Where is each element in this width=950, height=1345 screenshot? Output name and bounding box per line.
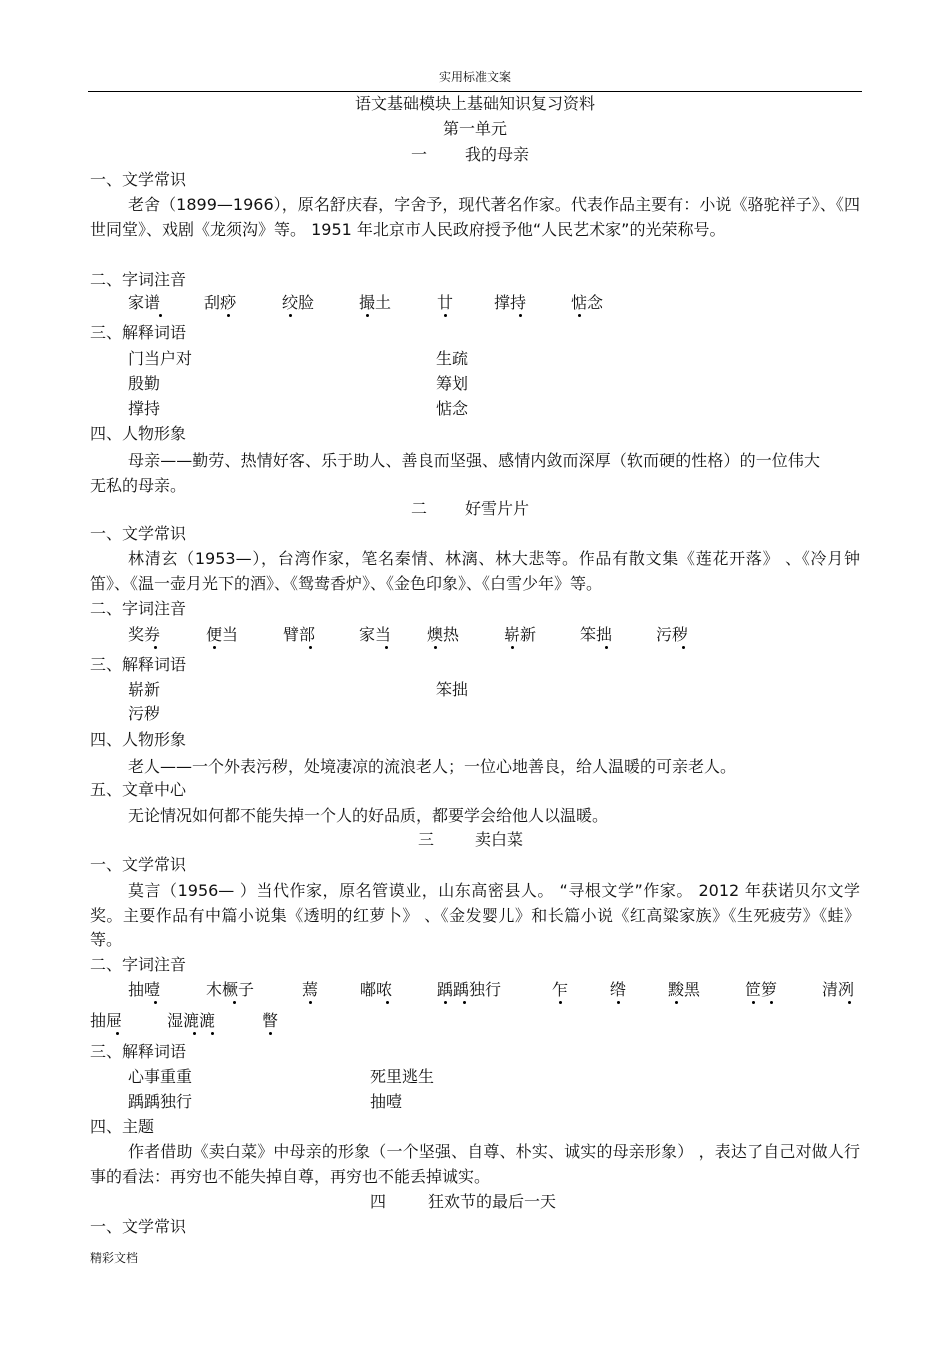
lesson2-word: 燠热 bbox=[427, 625, 460, 644]
lesson1-term: 殷勤 bbox=[128, 374, 161, 393]
lesson3-para1: 莫言（1956— ）当代作家，原名管谟业，山东高密县人。 “寻根文学”作家。 2012 年获诺贝尔文学奖。主要作品有中篇小说集《透明的红萝卜》 、《金发婴儿》和长篇小说《红高粱家族》《生死疲劳》《蛙》等。 bbox=[90, 881, 860, 949]
lesson2-para4: 老人——一个外表污秽，处境凄凉的流浪老人；一位心地善良，给人温暖的可亲老人。 bbox=[128, 757, 737, 776]
lesson2-word: 便当 bbox=[206, 625, 239, 644]
emphasis-dot bbox=[366, 314, 369, 317]
lesson2-name: 好雪片片 bbox=[465, 499, 530, 518]
emphasis-dot bbox=[519, 314, 522, 317]
emphasis-dot bbox=[289, 314, 292, 317]
lesson1-term: 筹划 bbox=[436, 374, 469, 393]
emphasis-dot bbox=[213, 646, 216, 649]
lesson3-word: 笸箩 bbox=[745, 980, 778, 999]
lesson1-para1: 老舍（1899—1966），原名舒庆春，字舍予，现代著名作家。代表作品主要有：小说《骆驼祥子》、《四世同堂》、戏剧《龙须沟》等。 1951 年北京市人民政府授予他“人民艺术家”的光荣称号。 bbox=[90, 195, 860, 239]
lesson1-word: 廿 bbox=[437, 293, 454, 312]
lesson3-word: 踽踽独行 bbox=[437, 980, 502, 999]
lesson1-word: 刮痧 bbox=[204, 293, 237, 312]
emphasis-dot bbox=[848, 1001, 851, 1004]
lesson1-word: 撮土 bbox=[359, 293, 392, 312]
emphasis-dot bbox=[770, 1001, 773, 1004]
lesson2-term: 污秽 bbox=[128, 704, 161, 723]
lesson1-para4: 母亲——勤劳、热情好客、乐于助人、善良而坚强、感情内敛而深厚（软而硬的性格）的一位伟大无私的母亲。 bbox=[90, 451, 820, 495]
emphasis-dot bbox=[605, 646, 608, 649]
emphasis-dot bbox=[511, 646, 514, 649]
emphasis-dot bbox=[269, 1032, 272, 1035]
lesson2-section2: 二、字词注音 bbox=[90, 599, 187, 618]
emphasis-dot bbox=[386, 1001, 389, 1004]
emphasis-dot bbox=[309, 646, 312, 649]
lesson2-section4: 四、人物形象 bbox=[90, 730, 187, 749]
emphasis-dot bbox=[159, 314, 162, 317]
lesson3-num: 三 bbox=[418, 830, 435, 849]
unit-title: 第一单元 bbox=[442, 119, 507, 138]
emphasis-dot bbox=[617, 1001, 620, 1004]
emphasis-dot bbox=[309, 1001, 312, 1004]
lesson1-term: 撑持 bbox=[128, 399, 161, 418]
doc-title: 语文基础模块上基础知识复习资料 bbox=[354, 94, 595, 113]
lesson3-word: 乍 bbox=[552, 980, 569, 999]
lesson2-word: 奖券 bbox=[128, 625, 161, 644]
lesson3-word: 抽屉 bbox=[90, 1011, 123, 1030]
lesson1-num: 一 bbox=[411, 145, 428, 164]
page-header: 实用标准文案 bbox=[438, 70, 511, 84]
emphasis-dot bbox=[682, 646, 685, 649]
lesson3-word: 蔫 bbox=[302, 980, 319, 999]
emphasis-dot bbox=[752, 1001, 755, 1004]
emphasis-dot bbox=[444, 314, 447, 317]
lesson1-word: 撑持 bbox=[494, 293, 527, 312]
emphasis-dot bbox=[385, 646, 388, 649]
lesson1-word: 家谱 bbox=[128, 293, 161, 312]
lesson3-section4: 四、主题 bbox=[90, 1117, 155, 1136]
lesson3-name: 卖白菜 bbox=[475, 830, 524, 849]
lesson1-term: 门当户对 bbox=[128, 349, 193, 368]
lesson3-word: 瞥 bbox=[262, 1011, 279, 1030]
lesson3-section2: 二、字词注音 bbox=[90, 955, 187, 974]
lesson2-num: 二 bbox=[411, 499, 428, 518]
lesson3-word: 嘟哝 bbox=[360, 980, 393, 999]
lesson1-name: 我的母亲 bbox=[465, 145, 530, 164]
lesson1-word: 惦念 bbox=[571, 293, 604, 312]
emphasis-dot bbox=[154, 646, 157, 649]
lesson1-section2: 二、字词注音 bbox=[90, 270, 187, 289]
lesson2-word: 笨拙 bbox=[580, 625, 613, 644]
emphasis-dot bbox=[154, 1001, 157, 1004]
lesson3-word: 抽噎 bbox=[128, 980, 161, 999]
lesson3-term: 踽踽独行 bbox=[128, 1092, 193, 1111]
emphasis-dot bbox=[211, 1032, 214, 1035]
emphasis-dot bbox=[116, 1032, 119, 1035]
emphasis-dot bbox=[193, 1032, 196, 1035]
lesson3-word: 清冽 bbox=[822, 980, 855, 999]
page-footer: 精彩文档 bbox=[90, 1251, 139, 1265]
emphasis-dot bbox=[675, 1001, 678, 1004]
emphasis-dot bbox=[559, 1001, 562, 1004]
lesson3-term: 心事重重 bbox=[128, 1067, 193, 1086]
emphasis-dot bbox=[463, 1001, 466, 1004]
emphasis-dot bbox=[444, 1001, 447, 1004]
lesson3-para4: 作者借助《卖白菜》中母亲的形象（一个坚强、自尊、朴实、诚实的母亲形象） ，表达了自己对做人行事的看法：再穷也不能失掉自尊，再穷也不能丢掉诚实。 bbox=[90, 1142, 860, 1186]
lesson1-section3: 三、解释词语 bbox=[90, 323, 187, 342]
emphasis-dot bbox=[434, 646, 437, 649]
emphasis-dot bbox=[227, 314, 230, 317]
lesson3-section1: 一、文学常识 bbox=[90, 855, 187, 874]
lesson3-word: 黢黑 bbox=[668, 980, 701, 999]
lesson1-term: 惦念 bbox=[436, 399, 469, 418]
lesson2-word: 臂部 bbox=[283, 625, 316, 644]
lesson3-word: 木橛子 bbox=[206, 980, 255, 999]
lesson1-section1: 一、文学常识 bbox=[90, 170, 187, 189]
lesson3-term: 抽噎 bbox=[370, 1092, 403, 1111]
lesson2-term: 笨拙 bbox=[436, 680, 469, 699]
lesson2-para5: 无论情况如何都不能失掉一个人的好品质，都要学会给他人以温暖。 bbox=[128, 806, 609, 825]
lesson4-section1: 一、文学常识 bbox=[90, 1217, 187, 1236]
lesson2-section1: 一、文学常识 bbox=[90, 524, 187, 543]
header-rule bbox=[88, 91, 862, 92]
lesson4-name: 狂欢节的最后一天 bbox=[428, 1192, 557, 1211]
lesson2-para1: 林清玄（1953—），台湾作家，笔名秦情、林漓、林大悲等。作品有散文集《莲花开落》 、《冷月钟笛》、《温一壶月光下的酒》、《鸳鸯香炉》、《金色印象》、《白雪少年》等。 bbox=[90, 549, 860, 593]
lesson3-section3: 三、解释词语 bbox=[90, 1042, 187, 1061]
emphasis-dot bbox=[233, 1001, 236, 1004]
lesson4-num: 四 bbox=[370, 1192, 387, 1211]
lesson2-section5: 五、文章中心 bbox=[90, 780, 187, 799]
emphasis-dot bbox=[578, 314, 581, 317]
lesson2-section3: 三、解释词语 bbox=[90, 655, 187, 674]
lesson3-word: 湿漉漉 bbox=[167, 1011, 216, 1030]
lesson2-term: 崭新 bbox=[128, 680, 161, 699]
lesson2-word: 家当 bbox=[359, 625, 392, 644]
lesson1-section4: 四、人物形象 bbox=[90, 424, 187, 443]
lesson2-word: 崭新 bbox=[504, 625, 537, 644]
lesson1-term: 生疏 bbox=[436, 349, 469, 368]
lesson1-word: 绞脸 bbox=[282, 293, 315, 312]
lesson2-word: 污秽 bbox=[656, 625, 689, 644]
lesson3-word: 绺 bbox=[610, 980, 627, 999]
lesson3-term: 死里逃生 bbox=[370, 1067, 435, 1086]
